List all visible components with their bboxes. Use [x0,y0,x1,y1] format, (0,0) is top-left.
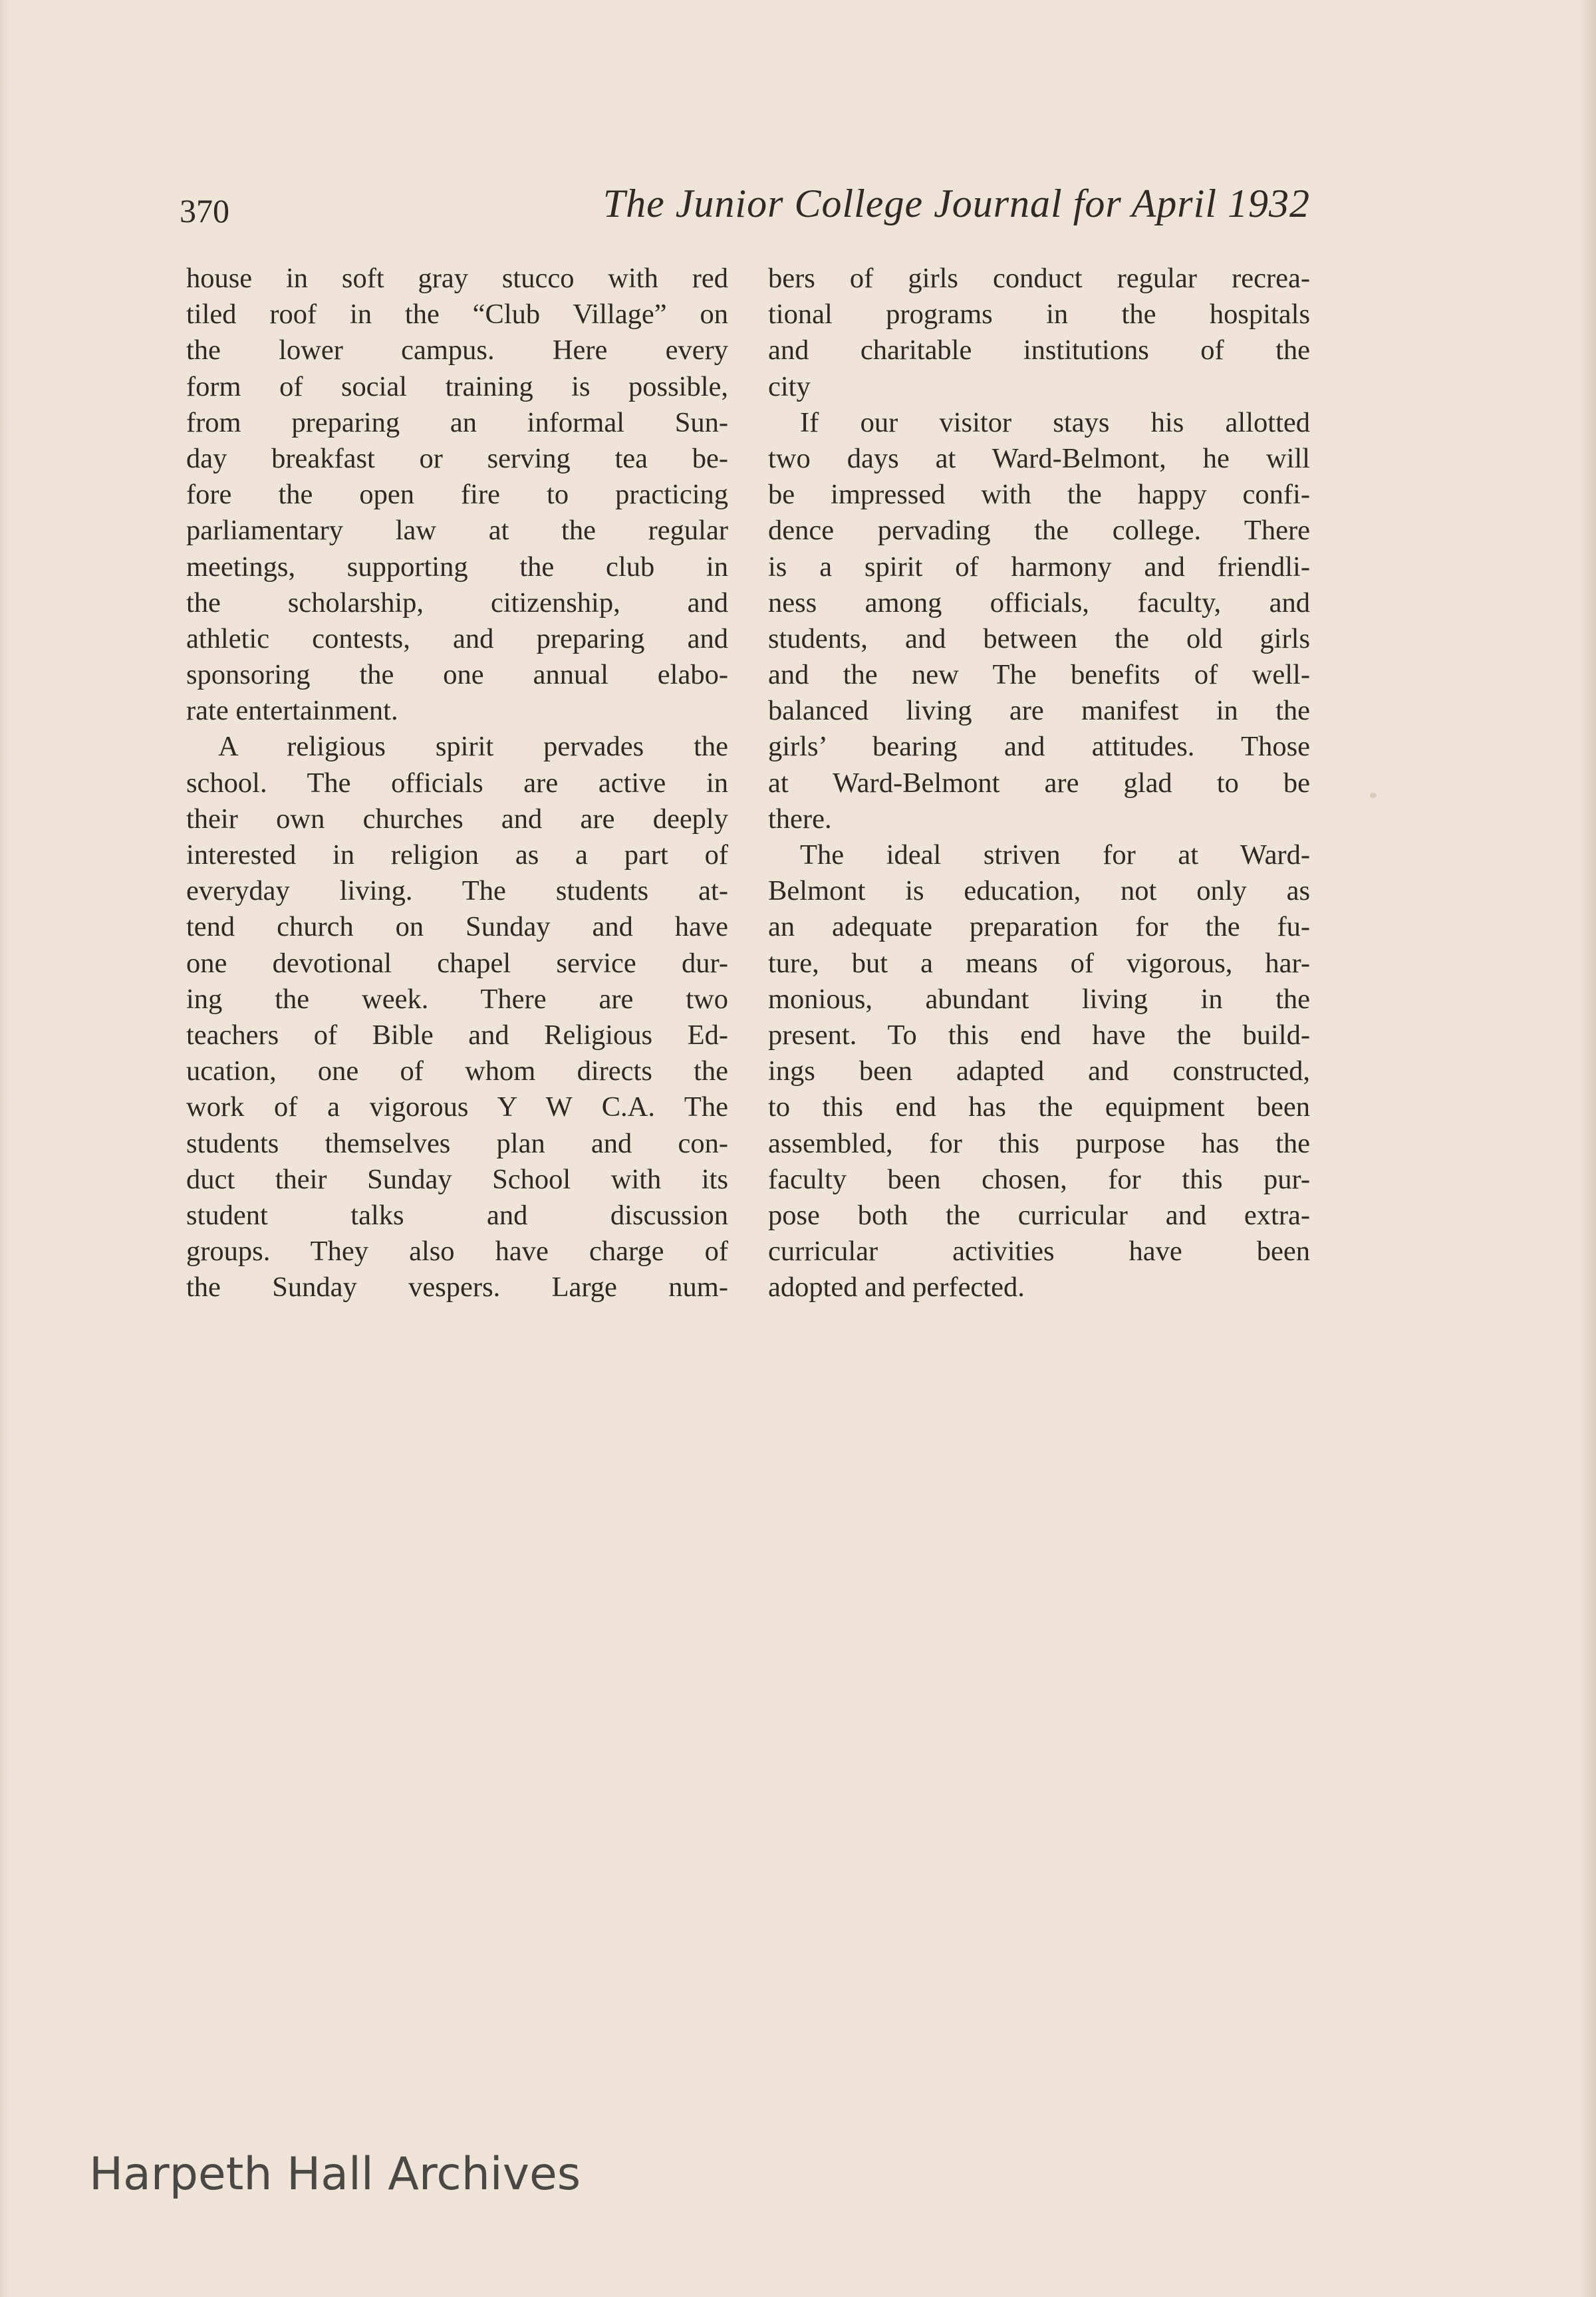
text-line: pose both the curricular and extra- [768,1199,1310,1231]
text-line: sponsoring the one annual elabo- [186,659,728,691]
text-line: everyday living. The students at- [186,875,728,907]
text-line: one devotional chapel service dur- [186,947,728,979]
text-line: city [768,370,811,402]
text-line: to this end has the equipment been [768,1091,1310,1123]
text-line: tional programs in the hospitals [768,299,1310,331]
text-line: work of a vigorous Y W C.A. The [186,1091,728,1123]
text-line: is a spirit of harmony and friendli- [768,551,1310,583]
text-line: ucation, one of whom directs the [186,1055,728,1087]
journal-title: The Junior College Journal for April 1932 [602,182,1310,225]
text-line: the lower campus. Here every [186,335,728,366]
text-line: If our visitor stays his allotted [800,406,1310,438]
paper-smudge [1370,793,1377,798]
text-line: meetings, supporting the club in [186,551,728,583]
text-line: dence pervading the college. There [768,515,1310,547]
text-line: athletic contests, and preparing and [186,622,728,654]
page-right-edge [1579,0,1596,2297]
text-line: ing the week. There are two [186,983,728,1015]
page-left-edge [0,0,9,2297]
page-number: 370 [180,192,229,229]
text-line: monious, abundant living in the [768,983,1310,1015]
text-line: and the new The benefits of well- [768,659,1310,691]
text-line: parliamentary law at the regular [186,515,728,547]
text-line: an adequate preparation for the fu- [768,911,1310,943]
text-line: at Ward-Belmont are glad to be [768,767,1310,799]
text-line: students themselves plan and con- [186,1127,728,1159]
text-line: tiled roof in the “Club Village” on [186,299,728,331]
text-line: The ideal striven for at Ward- [800,839,1310,871]
text-line: ture, but a means of vigorous, har- [768,947,1310,979]
right-column [768,261,1310,1305]
text-line: balanced living are manifest in the [768,695,1310,727]
text-line: be impressed with the happy confi- [768,479,1310,511]
text-line: interested in religion as a part of [186,839,728,871]
text-line: adopted and perfected. [768,1272,1025,1303]
text-line: student talks and discussion [186,1199,728,1231]
text-line: ness among officials, faculty, and [768,587,1310,618]
text-line: and charitable institutions of the [768,335,1310,366]
text-line: school. The officials are active in [186,767,728,799]
text-line: A religious spirit pervades the [218,731,728,763]
text-line: the scholarship, citizenship, and [186,587,728,618]
text-line: their own churches and are deeply [186,803,728,835]
text-line: groups. They also have charge of [186,1236,728,1268]
text-line: faculty been chosen, for this pur- [768,1163,1310,1195]
archive-watermark: Harpeth Hall Archives [89,2148,581,2201]
text-line: house in soft gray stucco with red [186,263,728,294]
text-line: present. To this end have the build- [768,1019,1310,1051]
text-line: Belmont is education, not only as [768,875,1310,907]
running-header [180,181,1310,234]
text-line: day breakfast or serving tea be- [186,442,728,474]
text-line: form of social training is possible, [186,370,728,402]
text-line: there. [768,803,832,835]
text-line: students, and between the old girls [768,622,1310,654]
text-line: curricular activities have been [768,1236,1310,1268]
text-line: the Sunday vespers. Large num- [186,1272,728,1303]
text-line: assembled, for this purpose has the [768,1127,1310,1159]
text-line: from preparing an informal Sun- [186,406,728,438]
text-line: two days at Ward-Belmont, he will [768,442,1310,474]
text-line: girls’ bearing and attitudes. Those [768,731,1310,763]
left-column [186,261,728,1305]
text-line: teachers of Bible and Religious Ed- [186,1019,728,1051]
text-line: tend church on Sunday and have [186,911,728,943]
text-line: duct their Sunday School with its [186,1163,728,1195]
text-line: ings been adapted and constructed, [768,1055,1310,1087]
text-line: fore the open fire to practicing [186,479,728,511]
text-line: bers of girls conduct regular recrea- [768,263,1310,294]
text-line: rate entertainment. [186,695,398,727]
